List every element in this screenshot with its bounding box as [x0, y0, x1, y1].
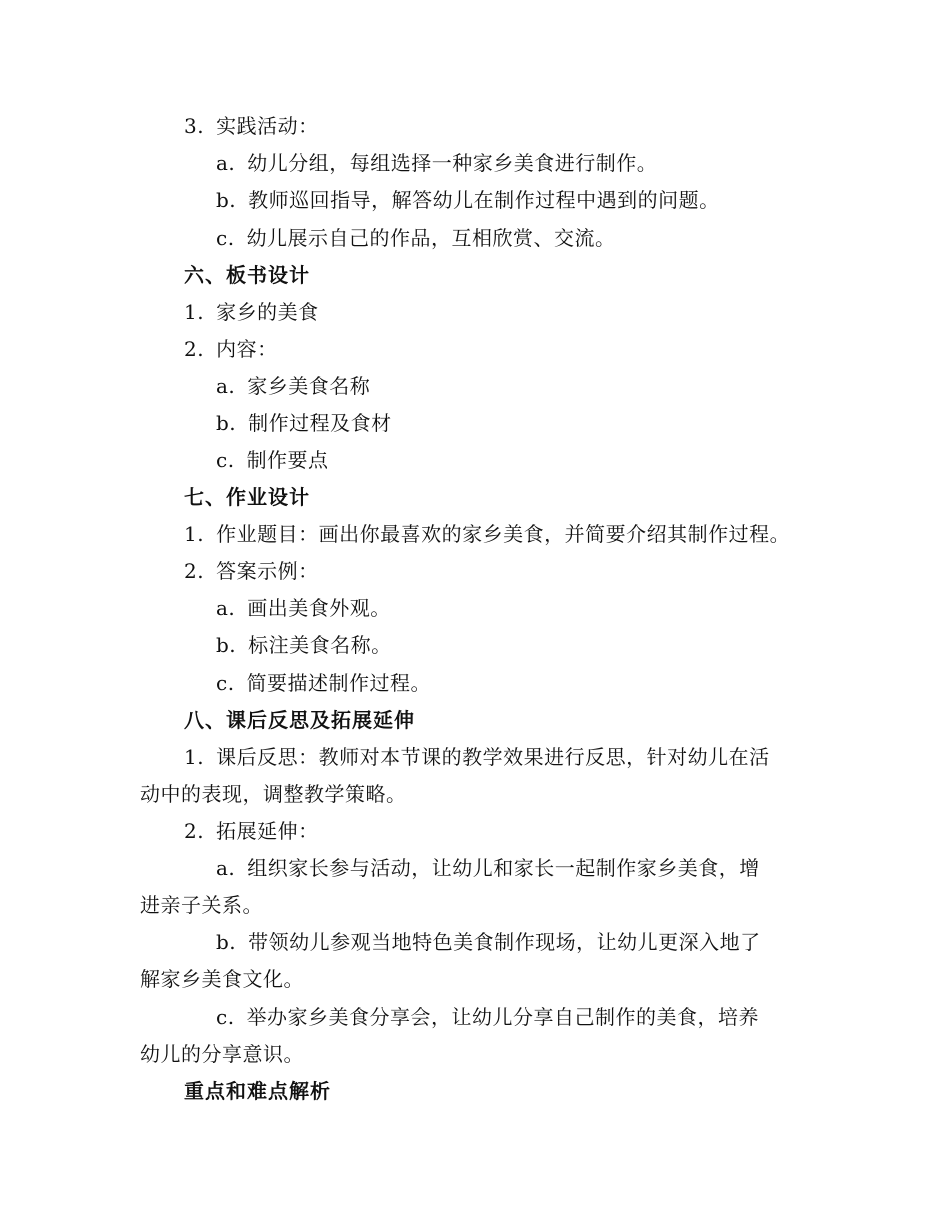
list-item [0, 744, 950, 770]
item-number: a. [216, 596, 236, 620]
item-number: b. [216, 411, 237, 435]
list-item [0, 187, 950, 213]
item-text: 制作过程及食材 [248, 411, 392, 435]
item-text: 家乡美食名称 [247, 374, 371, 398]
list-item [0, 632, 950, 658]
list-item [0, 855, 950, 881]
item-number: b. [216, 633, 237, 657]
section-heading: 八、课后反思及拓展延伸 [184, 708, 415, 732]
list-item [0, 670, 950, 696]
item-number: 2. [184, 559, 205, 583]
paragraph-continuation: 动中的表现，调整教学策略。 [140, 782, 407, 806]
item-text: 幼儿展示自己的作品，互相欣赏、交流。 [246, 226, 616, 250]
item-text: 课后反思：教师对本节课的教学效果进行反思，针对幼儿在活 [216, 745, 770, 769]
item-number: 3. [184, 114, 205, 138]
item-text: 答案示例： [216, 559, 319, 583]
list-item [0, 373, 950, 399]
list-item [0, 299, 950, 325]
paragraph-continuation: 解家乡美食文化。 [140, 967, 304, 991]
item-number: c. [216, 671, 235, 695]
item-text: 画出美食外观。 [247, 596, 391, 620]
list-item [0, 558, 950, 584]
paragraph-continuation: 进亲子关系。 [140, 893, 263, 917]
item-text: 教师巡回指导，解答幼儿在制作过程中遇到的问题。 [248, 188, 720, 212]
section-heading: 重点和难点解析 [184, 1079, 331, 1103]
item-text: 举办家乡美食分享会，让幼儿分享自己制作的美食，培养 [246, 1005, 760, 1029]
item-text: 组织家长参与活动，让幼儿和家长一起制作家乡美食，增 [247, 856, 760, 880]
item-number: b. [216, 188, 237, 212]
item-number: 1. [184, 300, 205, 324]
item-number: a. [216, 374, 236, 398]
list-item [0, 447, 950, 473]
list-item [0, 113, 950, 139]
item-number: c. [216, 226, 235, 250]
item-number: 2. [184, 337, 205, 361]
item-text: 带领幼儿参观当地特色美食制作现场，让幼儿更深入地了 [248, 930, 761, 954]
list-item [0, 225, 950, 251]
item-text: 简要描述制作过程。 [246, 671, 432, 695]
list-item [0, 929, 950, 955]
list-item [0, 410, 950, 436]
list-item [0, 150, 950, 176]
item-number: a. [216, 151, 236, 175]
list-item [0, 1004, 950, 1030]
item-text: 拓展延伸： [216, 819, 319, 843]
list-item [0, 595, 950, 621]
list-item [0, 336, 950, 362]
item-number: 1. [184, 522, 205, 546]
list-item [0, 818, 950, 844]
paragraph-continuation: 幼儿的分享意识。 [140, 1042, 304, 1066]
section-heading: 六、板书设计 [184, 263, 310, 287]
item-number: b. [216, 930, 237, 954]
section-heading: 七、作业设计 [184, 485, 310, 509]
item-number: a. [216, 856, 236, 880]
list-item [0, 521, 950, 547]
item-text: 实践活动： [216, 114, 319, 138]
item-text: 标注美食名称。 [248, 633, 392, 657]
item-number: 2. [184, 819, 205, 843]
item-number: 1. [184, 745, 205, 769]
item-text: 家乡的美食 [216, 300, 319, 324]
item-text: 幼儿分组，每组选择一种家乡美食进行制作。 [247, 151, 658, 175]
item-number: c. [216, 448, 235, 472]
item-text: 内容： [216, 337, 278, 361]
item-text: 制作要点 [246, 448, 329, 472]
item-text: 作业题目：画出你最喜欢的家乡美食，并简要介绍其制作过程。 [216, 522, 791, 546]
item-number: c. [216, 1005, 235, 1029]
